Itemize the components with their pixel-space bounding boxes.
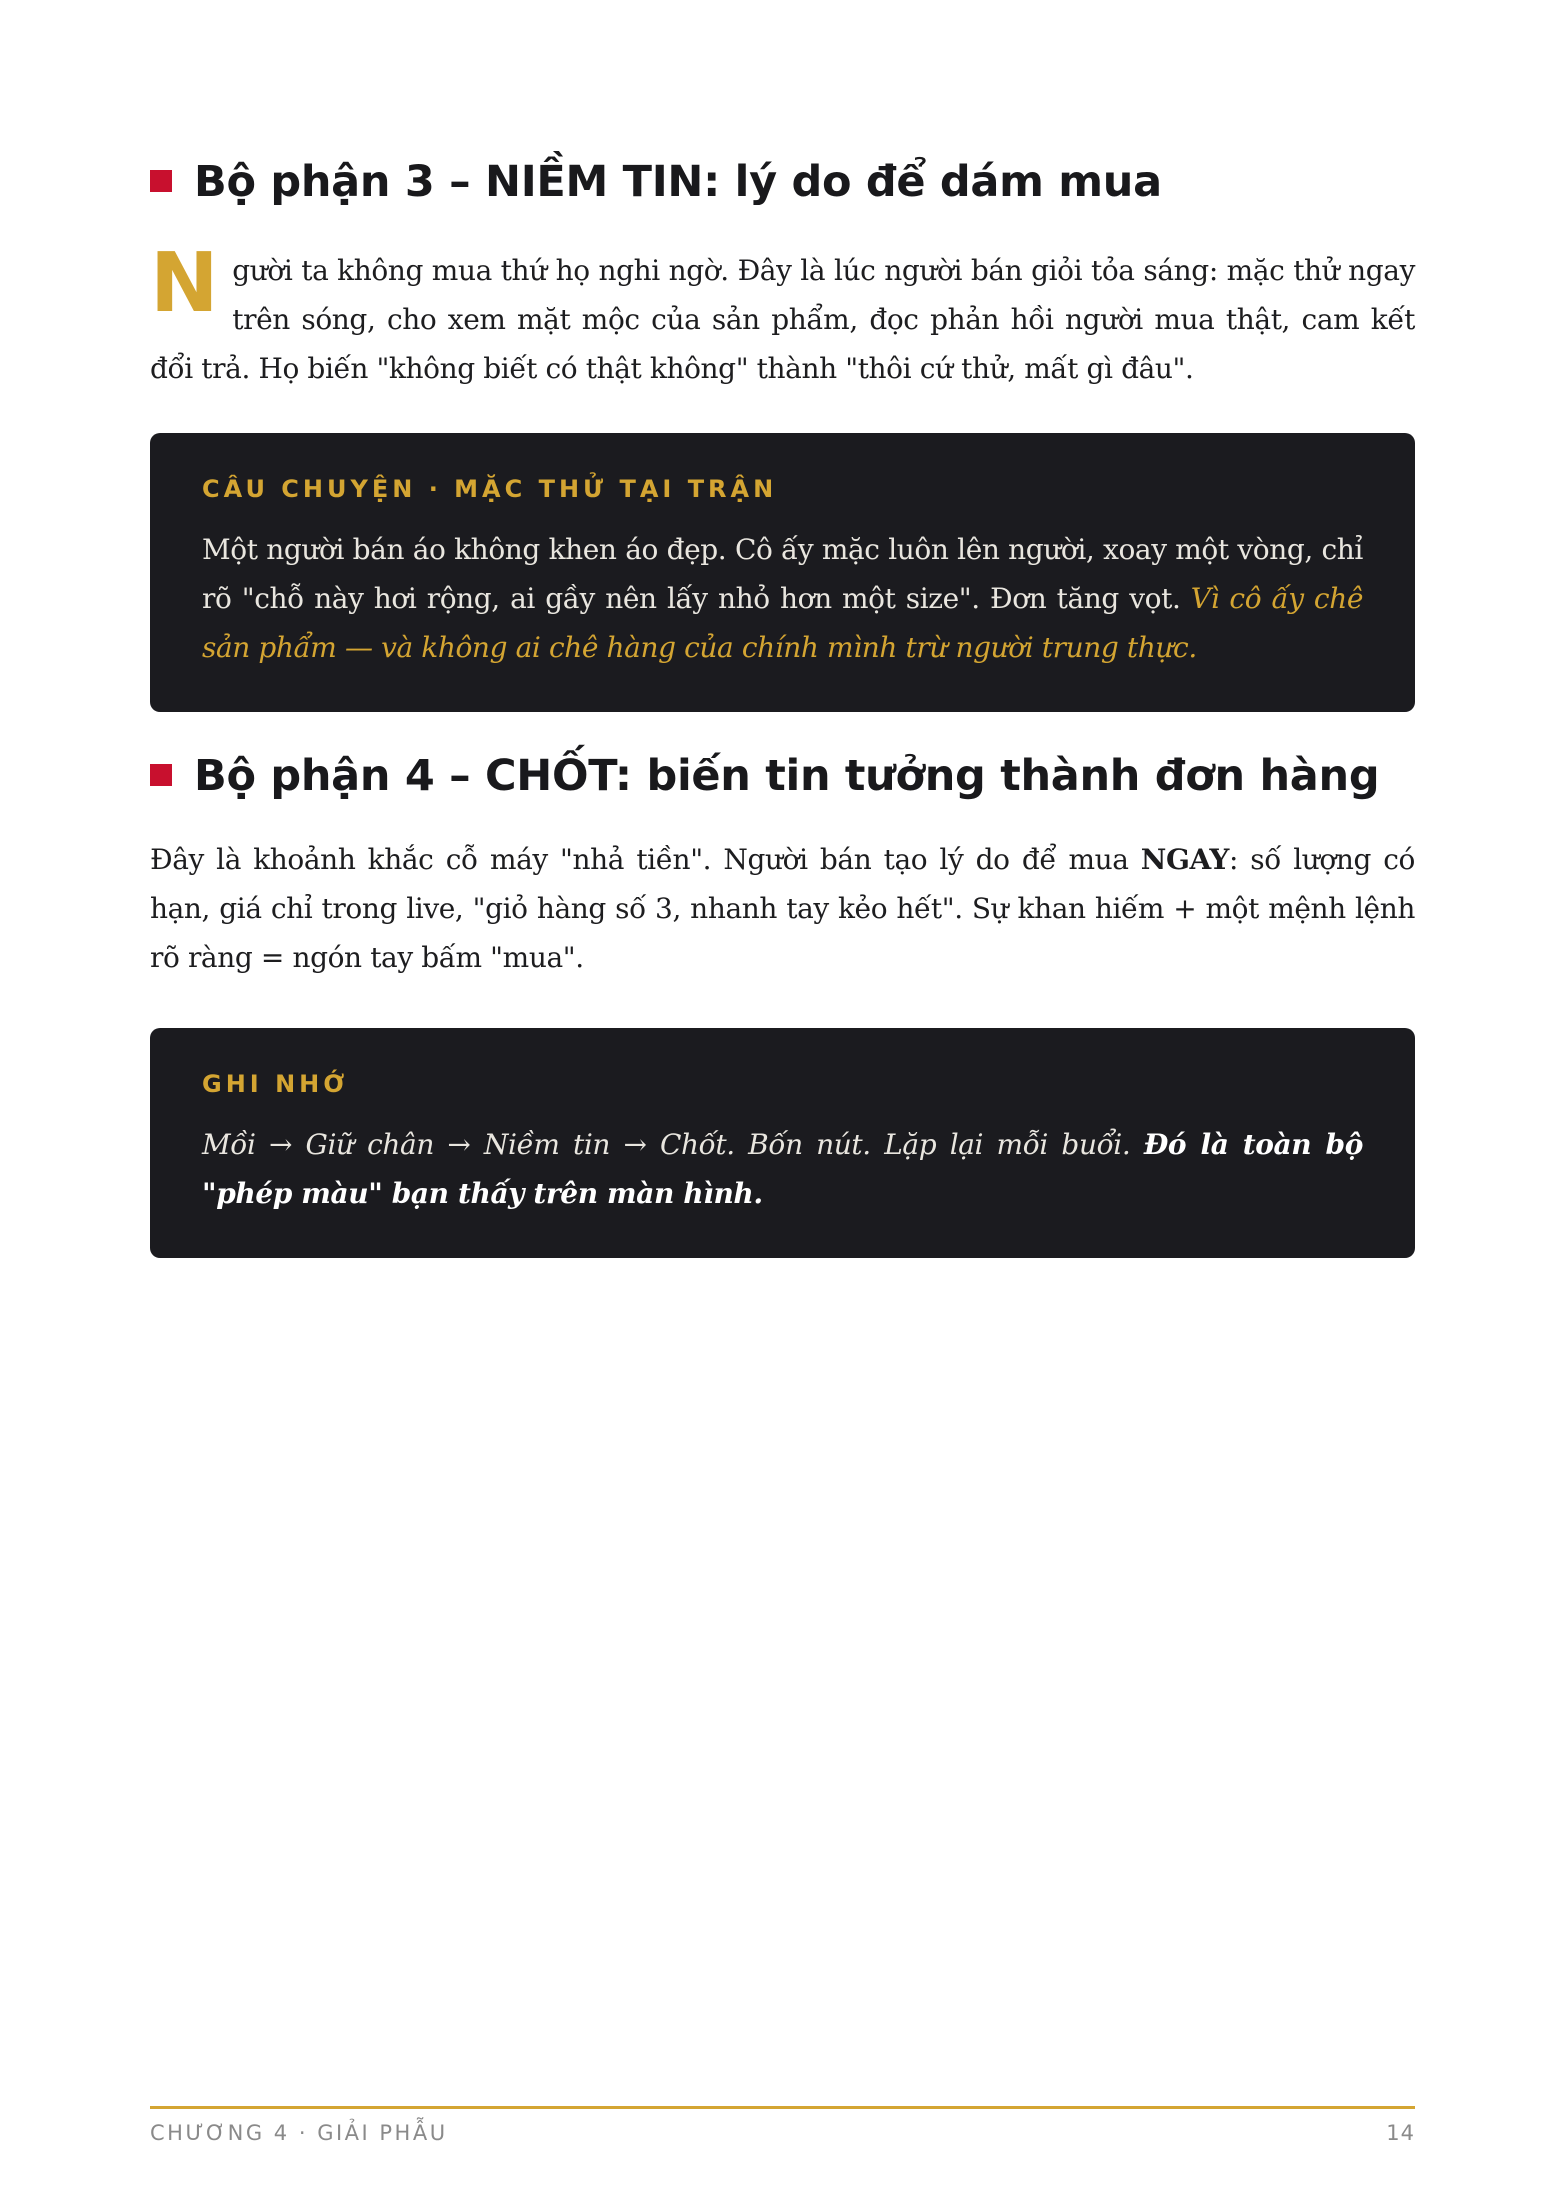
note-callout-text [202,1120,1363,1218]
note-callout-body: Mồi → Giữ chân → Niềm tin → Chốt. Bốn nút. Lặp lại mỗi buổi. [202,1128,1144,1161]
page-number: 14 [1386,2121,1415,2145]
footer-chapter: CHƯƠNG 4 · GIẢI PHẪU [150,2121,448,2145]
section-heading-4 [150,748,1379,804]
note-callout [150,1028,1415,1258]
red-square-icon [150,764,172,786]
section-heading-3-text: Bộ phận 3 – NIỀM TIN: lý do để dám mua [194,157,1162,207]
drop-cap: N [150,236,219,331]
note-callout-highlight: Đó là toàn bộ "phép màu" bạn thấy trên màn hình. [202,1128,1364,1210]
story-callout-label: CÂU CHUYỆN · MẶC THỬ TẠI TRẬN [202,475,778,503]
section-heading-3 [150,154,1162,210]
story-callout [150,433,1415,712]
section-4-paragraph-strong: NGAY [1140,843,1229,876]
section-4-paragraph-before: Đây là khoảnh khắc cỗ máy "nhả tiền". Người bán tạo lý do để mua [150,843,1141,876]
story-callout-body: Một người bán áo không khen áo đẹp. Cô ấy mặc luôn lên người, xoay một vòng, chỉ rõ "chỗ này hơi rộng, ai gầy nên lấy nhỏ hơn một size". Đơn tăng vọt. [202,533,1363,615]
red-square-icon [150,170,172,192]
section-3-paragraph [150,236,1415,393]
section-4-paragraph [150,835,1415,982]
section-3-paragraph-text: gười ta không mua thứ họ nghi ngờ. Đây là lúc người bán giỏi tỏa sáng: mặc thử ngay trên sóng, cho xem mặt mộc của sản phẩm, đọc phản hồi người mua thật, cam kết đổi trả. Họ biến "không biết có thật không" thành "thôi cứ thử, mất gì đâu". [150,254,1415,385]
story-callout-highlight: Vì cô ấy chê sản phẩm — và không ai chê hàng của chính mình trừ người trung thực. [202,582,1363,664]
section-4-paragraph-after: : số lượng có hạn, giá chỉ trong live, "giỏ hàng số 3, nhanh tay kẻo hết". Sự khan hiếm + một mệnh lệnh rõ ràng = ngón tay bấm "mua". [150,843,1415,974]
footer-divider [150,2106,1415,2109]
story-callout-text [202,525,1363,672]
section-heading-4-text: Bộ phận 4 – CHỐT: biến tin tưởng thành đơn hàng [194,751,1380,801]
note-callout-label: GHI NHỚ [202,1070,349,1098]
